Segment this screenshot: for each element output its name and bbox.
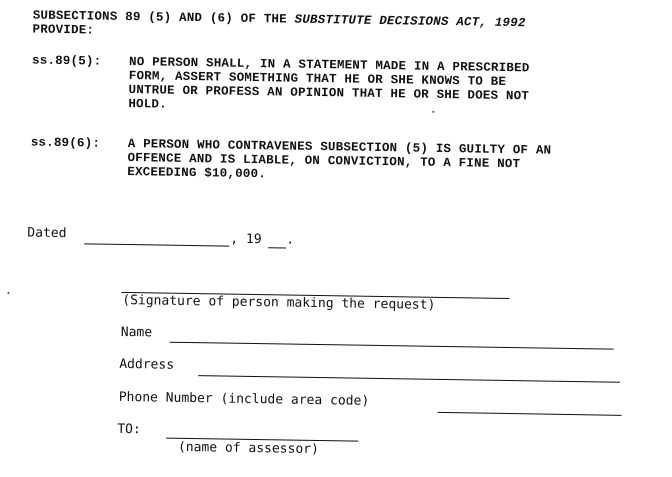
address-label: Address bbox=[119, 356, 175, 373]
dated-year-prefix: , 19 bbox=[230, 231, 262, 248]
section-label-89-5: ss.89(5): bbox=[31, 53, 102, 69]
phone-label: Phone Number (include area code) bbox=[118, 389, 370, 409]
assessor-caption: (name of assessor) bbox=[177, 439, 319, 458]
section-text-89-6: A PERSON WHO CONTRAVENES SUBSECTION (5) IS GUILTY OF AN OFFENCE AND IS LIABLE, ON CONVICTION, TO A FINE NOT EXCEEDING $10,000. bbox=[127, 137, 552, 182]
scan-speck bbox=[432, 111, 434, 113]
dated-end: . bbox=[286, 232, 295, 248]
header-line-1 bbox=[33, 9, 526, 31]
name-field-line[interactable] bbox=[170, 342, 614, 350]
dated-year-line[interactable] bbox=[268, 247, 286, 248]
signature-caption: (Signature of person making the request) bbox=[122, 292, 436, 313]
dated-date-line[interactable] bbox=[84, 243, 229, 246]
dated-label: Dated bbox=[27, 225, 67, 242]
scan-speck bbox=[7, 292, 9, 294]
section-label-89-6: ss.89(6): bbox=[30, 135, 101, 151]
to-label: TO: bbox=[117, 421, 141, 438]
section-text-89-5: NO PERSON SHALL, IN A STATEMENT MADE IN A PRESCRIBED FORM, ASSERT SOMETHING THAT HE OR SHE KNOWS TO BE UNTRUE OR PROFESS AN OPINION THAT HE OR SHE DOES NOT HOLD. bbox=[128, 55, 530, 112]
name-label: Name bbox=[120, 324, 153, 341]
phone-field-line[interactable] bbox=[438, 412, 622, 416]
header-prefix: SUBSECTIONS 89 (5) AND (6) OF THE bbox=[32, 8, 295, 27]
header-line-2: PROVIDE: bbox=[32, 22, 95, 38]
address-field-line[interactable] bbox=[198, 375, 620, 383]
act-name: SUBSTITUTE DECISIONS ACT, 1992 bbox=[294, 12, 526, 31]
